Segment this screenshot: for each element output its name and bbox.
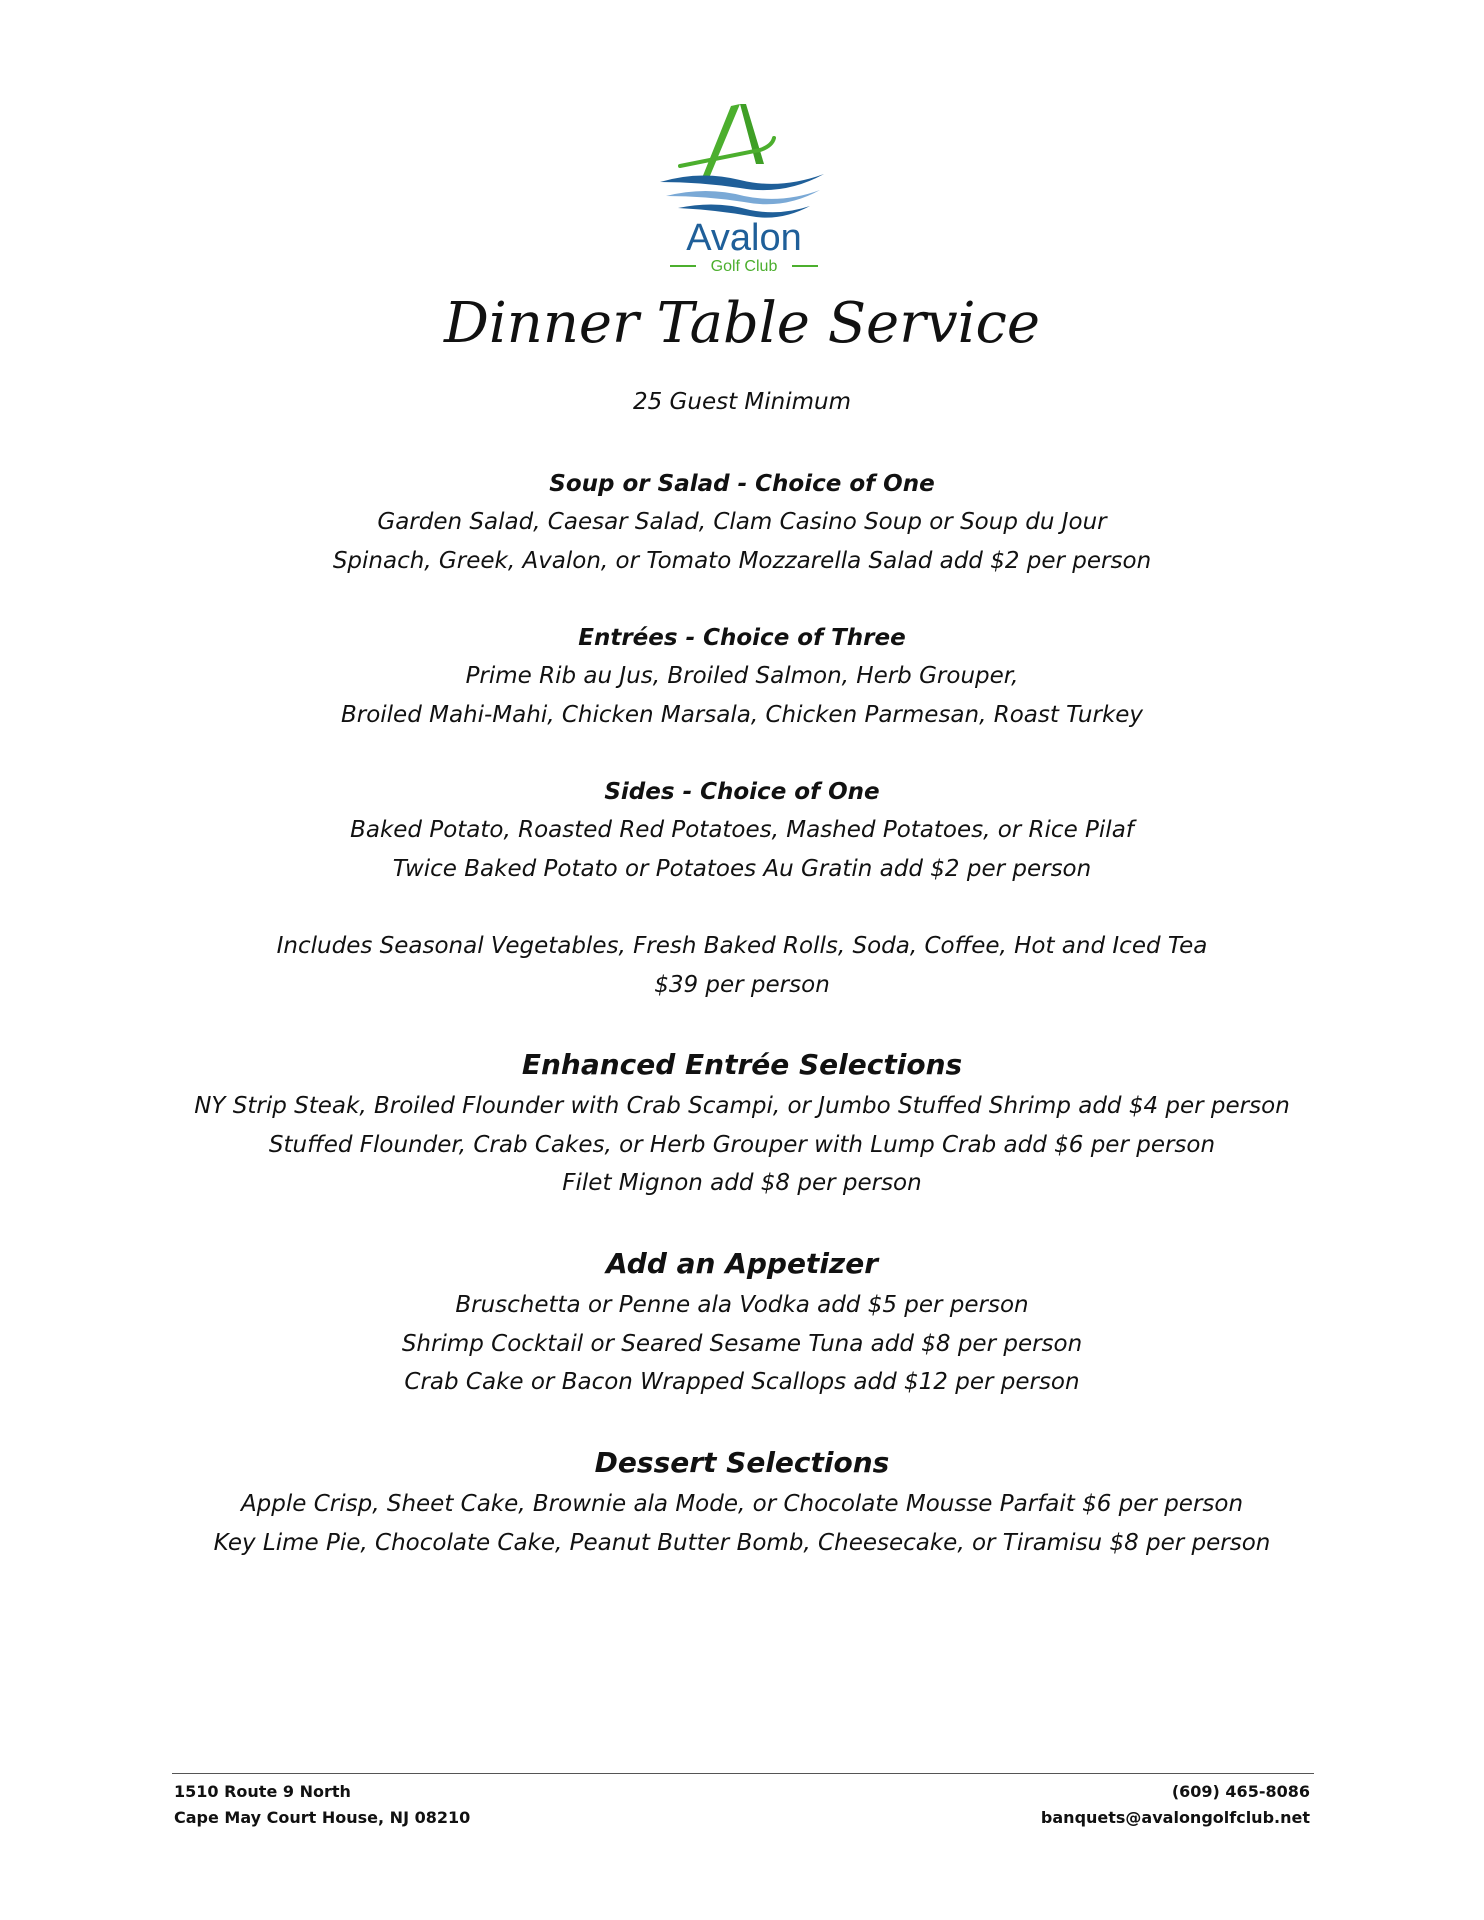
logo-sub: Golf Club (710, 258, 778, 275)
page-title: Dinner Table Service (443, 291, 1041, 356)
guest-minimum: 25 Guest Minimum (632, 389, 852, 415)
sides-heading: Sides - Choice of One (604, 779, 880, 805)
soup-salad-line-2: Spinach, Greek, Avalon, or Tomato Mozzarella Salad add $2 per person (332, 548, 1152, 574)
footer-address-line-2: Cape May Court House, NJ 08210 (174, 1808, 471, 1827)
soup-salad-heading: Soup or Salad - Choice of One (549, 471, 935, 497)
dessert-line-2: Key Lime Pie, Chocolate Cake, Peanut Butter Bomb, Cheesecake, or Tiramisu $8 per person (213, 1530, 1271, 1556)
entrees-heading: Entrées - Choice of Three (578, 625, 906, 651)
enhanced-line-3: Filet Mignon add $8 per person (562, 1170, 922, 1196)
footer-phone: (609) 465-8086 (1171, 1782, 1310, 1801)
entrees-line-2: Broiled Mahi-Mahi, Chicken Marsala, Chicken Parmesan, Roast Turkey (340, 702, 1144, 728)
dessert-line-1: Apple Crisp, Sheet Cake, Brownie ala Mode, or Chocolate Mousse Parfait $6 per person (240, 1491, 1244, 1517)
dessert-heading: Dessert Selections (594, 1446, 890, 1479)
enhanced-heading: Enhanced Entrée Selections (521, 1048, 963, 1081)
footer-email: banquets@avalongolfclub.net (1040, 1808, 1310, 1827)
sides-line-1: Baked Potato, Roasted Red Potatoes, Mashed Potatoes, or Rice Pilaf (350, 817, 1134, 843)
soup-salad-line-1: Garden Salad, Caesar Salad, Clam Casino Soup or Soup du Jour (377, 509, 1107, 535)
appetizer-line-2: Shrimp Cocktail or Seared Sesame Tuna add $8 per person (401, 1331, 1083, 1357)
base-price: $39 per person (654, 972, 830, 998)
logo-name: Avalon (686, 217, 802, 259)
footer-divider (172, 1773, 1314, 1774)
enhanced-line-2: Stuffed Flounder, Crab Cakes, or Herb Grouper with Lump Crab add $6 per person (268, 1132, 1216, 1158)
appetizer-heading: Add an Appetizer (605, 1247, 879, 1280)
appetizer-line-3: Crab Cake or Bacon Wrapped Scallops add $12 per person (404, 1369, 1080, 1395)
entrees-line-1: Prime Rib au Jus, Broiled Salmon, Herb Grouper, (465, 663, 1019, 689)
avalon-golf-club-logo (660, 100, 828, 275)
enhanced-line-1: NY Strip Steak, Broiled Flounder with Crab Scampi, or Jumbo Stuffed Shrimp add $4 per person (194, 1093, 1290, 1119)
appetizer-line-1: Bruschetta or Penne ala Vodka add $5 per person (455, 1292, 1029, 1318)
includes-line: Includes Seasonal Vegetables, Fresh Baked Rolls, Soda, Coffee, Hot and Iced Tea (276, 933, 1208, 959)
sides-line-2: Twice Baked Potato or Potatoes Au Gratin add $2 per person (392, 856, 1092, 882)
footer-address-line-1: 1510 Route 9 North (174, 1782, 351, 1801)
